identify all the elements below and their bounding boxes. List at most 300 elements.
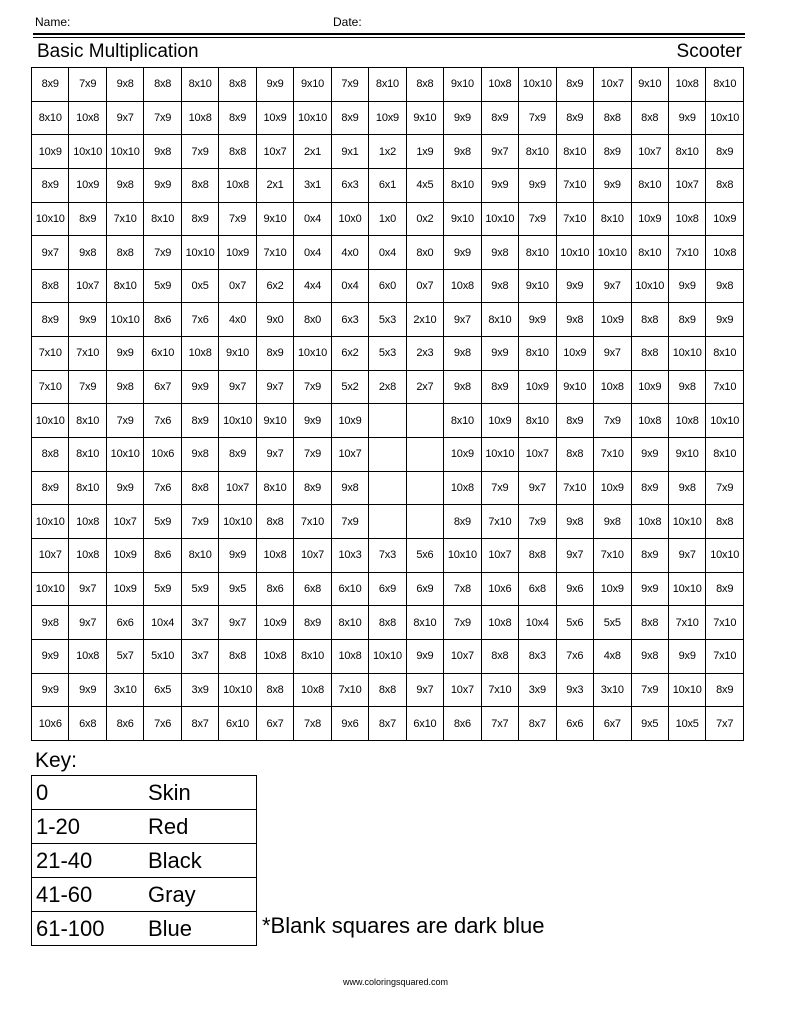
- grid-cell: 9x7: [481, 135, 518, 169]
- grid-cell: 7x3: [369, 538, 406, 572]
- grid-cell: 9x7: [256, 370, 293, 404]
- grid-cell: 6x7: [256, 707, 293, 741]
- grid-cell: 4x0: [331, 236, 368, 270]
- grid-cell: 9x9: [594, 168, 631, 202]
- grid-cell: 9x9: [144, 168, 181, 202]
- grid-cell: 1x9: [406, 135, 443, 169]
- grid-cell: 8x10: [294, 639, 331, 673]
- name-label: Name:: [35, 15, 71, 29]
- grid-cell: 7x10: [556, 168, 593, 202]
- grid-cell: 9x9: [631, 438, 668, 472]
- grid-cell: 9x8: [144, 135, 181, 169]
- grid-cell: 10x9: [594, 572, 631, 606]
- grid-cell: 10x10: [668, 572, 705, 606]
- grid-cell: 10x7: [519, 438, 556, 472]
- grid-cell: 9x7: [32, 236, 69, 270]
- grid-cell: 10x9: [32, 135, 69, 169]
- grid-cell: 6x2: [331, 337, 368, 371]
- grid-row: [32, 639, 744, 673]
- grid-cell: 8x10: [706, 68, 744, 102]
- key-color: Gray: [144, 878, 257, 912]
- grid-cell: 10x8: [481, 68, 518, 102]
- grid-cell: 8x10: [631, 236, 668, 270]
- grid-cell: 6x10: [219, 707, 256, 741]
- grid-cell: 9x9: [706, 303, 744, 337]
- grid-cell: 9x8: [106, 370, 143, 404]
- grid-cell: 8x9: [331, 101, 368, 135]
- grid-cell: 8x9: [444, 505, 481, 539]
- grid-cell: 6x7: [144, 370, 181, 404]
- grid-cell: 10x7: [668, 168, 705, 202]
- grid-cell: 10x10: [369, 639, 406, 673]
- grid-cell: 7x9: [294, 370, 331, 404]
- grid-cell: 10x9: [556, 337, 593, 371]
- grid-cell: 4x4: [294, 269, 331, 303]
- grid-cell: 6x6: [106, 606, 143, 640]
- grid-cell: 9x7: [219, 370, 256, 404]
- grid-cell: 9x8: [556, 505, 593, 539]
- worksheet-title: Basic Multiplication: [37, 41, 199, 62]
- grid-cell: 5x10: [144, 639, 181, 673]
- grid-cell: 10x10: [106, 135, 143, 169]
- grid-cell: 9x8: [181, 438, 218, 472]
- grid-cell: 8x9: [294, 471, 331, 505]
- key-color: Black: [144, 844, 257, 878]
- grid-cell: 10x8: [481, 606, 518, 640]
- grid-cell: 10x10: [481, 438, 518, 472]
- grid-cell: 9x10: [519, 269, 556, 303]
- grid-cell: 10x9: [519, 370, 556, 404]
- grid-cell: 9x9: [219, 538, 256, 572]
- grid-cell: 10x6: [144, 438, 181, 472]
- grid-cell: 9x9: [69, 673, 106, 707]
- grid-cell: 10x8: [631, 404, 668, 438]
- grid-cell: 7x6: [181, 303, 218, 337]
- grid-cell: 10x8: [631, 505, 668, 539]
- grid-cell: 9x8: [668, 471, 705, 505]
- grid-cell: 4x5: [406, 168, 443, 202]
- grid-cell: 10x10: [668, 505, 705, 539]
- grid-cell: 7x10: [32, 370, 69, 404]
- grid-cell: 8x10: [444, 404, 481, 438]
- grid-cell: 8x8: [32, 269, 69, 303]
- grid-cell: 10x7: [444, 673, 481, 707]
- grid-cell: 9x7: [556, 538, 593, 572]
- multiplication-grid: [31, 67, 744, 741]
- grid-cell: 9x10: [668, 438, 705, 472]
- grid-cell-blank: [369, 404, 406, 438]
- grid-cell: 5x9: [144, 572, 181, 606]
- grid-cell-blank: [406, 471, 443, 505]
- grid-cell: 7x9: [106, 404, 143, 438]
- grid-cell: 7x7: [481, 707, 518, 741]
- grid-cell: 6x8: [69, 707, 106, 741]
- grid-cell: 9x8: [444, 337, 481, 371]
- grid-cell: 7x8: [444, 572, 481, 606]
- grid-cell-blank: [406, 438, 443, 472]
- grid-cell: 10x7: [106, 505, 143, 539]
- grid-cell: 3x1: [294, 168, 331, 202]
- grid-cell: 10x9: [594, 303, 631, 337]
- grid-cell: 10x7: [481, 538, 518, 572]
- grid-cell: 9x9: [519, 303, 556, 337]
- grid-cell: 10x8: [444, 269, 481, 303]
- grid-cell: 0x5: [181, 269, 218, 303]
- grid-cell: 7x6: [556, 639, 593, 673]
- grid-cell: 10x10: [481, 202, 518, 236]
- grid-cell: 9x7: [594, 269, 631, 303]
- grid-cell: 7x9: [481, 471, 518, 505]
- grid-cell: 9x9: [294, 404, 331, 438]
- grid-cell: 9x8: [594, 505, 631, 539]
- grid-cell: 8x10: [519, 404, 556, 438]
- grid-cell: 7x10: [594, 438, 631, 472]
- grid-cell: 9x9: [668, 101, 705, 135]
- grid-cell: 10x9: [706, 202, 744, 236]
- grid-cell: 2x1: [256, 168, 293, 202]
- grid-cell: 7x10: [256, 236, 293, 270]
- grid-cell: 10x9: [481, 404, 518, 438]
- grid-cell: 8x9: [631, 471, 668, 505]
- grid-cell: 8x8: [706, 168, 744, 202]
- grid-cell: 6x9: [369, 572, 406, 606]
- grid-cell: 0x4: [331, 269, 368, 303]
- grid-cell: 9x7: [444, 303, 481, 337]
- grid-cell: 10x9: [69, 168, 106, 202]
- grid-cell: 10x10: [219, 404, 256, 438]
- grid-cell: 7x9: [444, 606, 481, 640]
- grid-cell: 7x9: [181, 135, 218, 169]
- grid-cell: 7x8: [294, 707, 331, 741]
- grid-cell: 10x9: [444, 438, 481, 472]
- grid-cell: 0x4: [294, 236, 331, 270]
- grid-cell: 0x2: [406, 202, 443, 236]
- grid-cell: 9x9: [106, 471, 143, 505]
- grid-cell: 8x8: [594, 101, 631, 135]
- grid-cell: 2x10: [406, 303, 443, 337]
- grid-cell: 9x7: [519, 471, 556, 505]
- grid-cell: 2x7: [406, 370, 443, 404]
- grid-cell: 10x10: [219, 505, 256, 539]
- grid-cell: 6x1: [369, 168, 406, 202]
- grid-cell: 9x6: [331, 707, 368, 741]
- grid-cell: 7x9: [706, 471, 744, 505]
- grid-row: [32, 135, 744, 169]
- grid-cell: 10x9: [369, 101, 406, 135]
- grid-cell: 5x2: [331, 370, 368, 404]
- grid-cell: 8x7: [369, 707, 406, 741]
- grid-row: [32, 404, 744, 438]
- grid-cell: 9x9: [444, 236, 481, 270]
- grid-cell: 8x10: [181, 538, 218, 572]
- grid-cell: 10x10: [668, 337, 705, 371]
- grid-cell: 10x10: [32, 202, 69, 236]
- grid-cell: 9x9: [32, 673, 69, 707]
- grid-cell: 7x10: [331, 673, 368, 707]
- grid-cell: 9x9: [668, 269, 705, 303]
- grid-cell: 7x7: [706, 707, 744, 741]
- grid-cell: 7x10: [556, 471, 593, 505]
- grid-cell: 8x9: [481, 370, 518, 404]
- grid-cell: 8x9: [706, 572, 744, 606]
- grid-row: [32, 269, 744, 303]
- grid-cell: 8x10: [481, 303, 518, 337]
- grid-cell: 9x7: [668, 538, 705, 572]
- grid-cell: 9x8: [69, 236, 106, 270]
- grid-cell: 10x0: [331, 202, 368, 236]
- grid-cell: 5x5: [594, 606, 631, 640]
- grid-cell: 10x8: [181, 337, 218, 371]
- grid-cell: 10x8: [69, 505, 106, 539]
- grid-cell: 6x8: [294, 572, 331, 606]
- grid-cell: 7x9: [219, 202, 256, 236]
- grid-cell: 10x6: [32, 707, 69, 741]
- grid-cell: 9x8: [444, 370, 481, 404]
- grid-cell: 2x1: [294, 135, 331, 169]
- grid-cell: 8x8: [481, 639, 518, 673]
- grid-cell: 1x0: [369, 202, 406, 236]
- grid-cell: 10x8: [594, 370, 631, 404]
- grid-cell: 10x7: [331, 438, 368, 472]
- grid-cell: 10x10: [219, 673, 256, 707]
- grid-cell: 7x10: [294, 505, 331, 539]
- grid-cell: 6x0: [369, 269, 406, 303]
- grid-cell: 8x9: [556, 404, 593, 438]
- key-row: [32, 844, 257, 878]
- grid-cell: 10x3: [331, 538, 368, 572]
- grid-cell: 7x9: [519, 101, 556, 135]
- grid-cell: 6x5: [144, 673, 181, 707]
- grid-cell: 3x10: [594, 673, 631, 707]
- grid-cell: 9x8: [106, 68, 143, 102]
- grid-cell: 9x8: [106, 168, 143, 202]
- grid-cell: 8x8: [181, 168, 218, 202]
- grid-cell: 8x9: [219, 101, 256, 135]
- grid-cell: 9x8: [706, 269, 744, 303]
- grid-cell: 10x10: [32, 505, 69, 539]
- grid-cell: 9x7: [219, 606, 256, 640]
- grid-cell: 8x8: [144, 68, 181, 102]
- grid-cell: 8x9: [256, 337, 293, 371]
- grid-cell: 8x10: [594, 202, 631, 236]
- grid-cell: 7x9: [519, 202, 556, 236]
- grid-row: [32, 370, 744, 404]
- grid-cell: 8x10: [181, 68, 218, 102]
- grid-cell: 10x10: [181, 236, 218, 270]
- grid-cell: 10x4: [144, 606, 181, 640]
- grid-cell: 7x10: [106, 202, 143, 236]
- grid-cell: 8x10: [369, 68, 406, 102]
- grid-cell: 5x9: [144, 505, 181, 539]
- grid-cell: 9x9: [444, 101, 481, 135]
- grid-row: [32, 101, 744, 135]
- grid-cell: 10x9: [106, 572, 143, 606]
- grid-cell: 6x3: [331, 303, 368, 337]
- grid-cell: 8x10: [256, 471, 293, 505]
- grid-cell: 8x10: [519, 337, 556, 371]
- grid-cell: 10x8: [181, 101, 218, 135]
- color-key-table: [31, 775, 257, 946]
- grid-cell: 8x10: [69, 438, 106, 472]
- grid-cell: 9x9: [481, 168, 518, 202]
- grid-cell: 9x8: [444, 135, 481, 169]
- grid-cell: 9x7: [256, 438, 293, 472]
- grid-cell: 10x10: [69, 135, 106, 169]
- grid-cell-blank: [406, 505, 443, 539]
- grid-cell: 10x8: [668, 404, 705, 438]
- grid-cell: 10x9: [256, 101, 293, 135]
- grid-cell: 8x10: [331, 606, 368, 640]
- grid-cell: 9x10: [256, 202, 293, 236]
- grid-cell: 7x10: [706, 370, 744, 404]
- grid-cell: 1x2: [369, 135, 406, 169]
- grid-cell: 9x9: [181, 370, 218, 404]
- grid-row: [32, 438, 744, 472]
- key-row: [32, 776, 257, 810]
- grid-cell: 10x7: [631, 135, 668, 169]
- grid-cell: 8x8: [631, 101, 668, 135]
- grid-cell: 9x9: [106, 337, 143, 371]
- grid-cell: 7x10: [594, 538, 631, 572]
- grid-cell: 8x9: [594, 135, 631, 169]
- grid-cell: 9x9: [481, 337, 518, 371]
- key-range: 1-20: [32, 810, 145, 844]
- grid-cell: 10x8: [256, 639, 293, 673]
- grid-cell: 9x10: [256, 404, 293, 438]
- grid-cell: 9x7: [69, 606, 106, 640]
- grid-cell: 9x9: [556, 269, 593, 303]
- grid-cell: 10x7: [294, 538, 331, 572]
- grid-cell: 8x8: [219, 68, 256, 102]
- grid-cell: 10x10: [594, 236, 631, 270]
- grid-cell: 8x6: [106, 707, 143, 741]
- grid-cell: 8x9: [706, 135, 744, 169]
- grid-cell: 8x9: [294, 606, 331, 640]
- grid-cell: 8x6: [256, 572, 293, 606]
- grid-cell: 0x4: [294, 202, 331, 236]
- grid-cell: 8x10: [144, 202, 181, 236]
- grid-cell: 10x10: [519, 68, 556, 102]
- grid-cell: 7x9: [631, 673, 668, 707]
- grid-cell: 7x10: [668, 236, 705, 270]
- grid-cell: 8x8: [556, 438, 593, 472]
- grid-cell: 0x4: [369, 236, 406, 270]
- grid-cell: 10x7: [219, 471, 256, 505]
- grid-cell: 9x1: [331, 135, 368, 169]
- grid-cell: 9x10: [219, 337, 256, 371]
- grid-cell: 8x9: [32, 168, 69, 202]
- grid-cell: 10x8: [331, 639, 368, 673]
- footer-url: www.coloringsquared.com: [342, 977, 449, 987]
- grid-cell: 10x7: [594, 68, 631, 102]
- grid-cell: 8x3: [519, 639, 556, 673]
- grid-cell: 8x9: [668, 303, 705, 337]
- grid-cell: 5x3: [369, 337, 406, 371]
- grid-cell: 8x8: [181, 471, 218, 505]
- grid-cell: 8x9: [631, 538, 668, 572]
- grid-cell: 6x3: [331, 168, 368, 202]
- key-color: Red: [144, 810, 257, 844]
- grid-cell: 8x10: [69, 404, 106, 438]
- grid-cell: 8x10: [668, 135, 705, 169]
- grid-cell: 0x7: [219, 269, 256, 303]
- grid-cell: 6x8: [519, 572, 556, 606]
- grid-cell: 9x8: [331, 471, 368, 505]
- grid-cell: 6x6: [556, 707, 593, 741]
- grid-row: [32, 68, 744, 102]
- grid-row: [32, 303, 744, 337]
- grid-cell: 8x9: [32, 471, 69, 505]
- grid-cell: 5x9: [144, 269, 181, 303]
- grid-cell: 7x10: [481, 505, 518, 539]
- grid-cell: 3x7: [181, 639, 218, 673]
- grid-cell: 10x7: [32, 538, 69, 572]
- grid-cell: 8x10: [519, 236, 556, 270]
- grid-cell: 9x8: [481, 269, 518, 303]
- grid-cell: 10x9: [331, 404, 368, 438]
- grid-cell: 4x8: [594, 639, 631, 673]
- grid-cell: 10x10: [444, 538, 481, 572]
- grid-cell: 8x8: [32, 438, 69, 472]
- grid-cell: 8x8: [631, 606, 668, 640]
- grid-cell: 7x9: [181, 505, 218, 539]
- grid-cell: 10x10: [556, 236, 593, 270]
- grid-cell: 3x10: [106, 673, 143, 707]
- key-range: 21-40: [32, 844, 145, 878]
- grid-cell: 7x9: [331, 505, 368, 539]
- grid-cell: 9x5: [631, 707, 668, 741]
- grid-cell-blank: [369, 471, 406, 505]
- grid-cell: 8x10: [32, 101, 69, 135]
- grid-cell: 7x10: [481, 673, 518, 707]
- grid-cell: 5x3: [369, 303, 406, 337]
- grid-row: [32, 538, 744, 572]
- grid-cell: 8x9: [181, 404, 218, 438]
- grid-cell: 10x7: [256, 135, 293, 169]
- grid-cell: 10x8: [69, 639, 106, 673]
- grid-cell: 7x6: [144, 707, 181, 741]
- grid-row: [32, 707, 744, 741]
- key-color: Blue: [144, 912, 257, 946]
- grid-cell: 5x7: [106, 639, 143, 673]
- grid-cell: 7x9: [294, 438, 331, 472]
- grid-cell: 6x10: [144, 337, 181, 371]
- grid-row: [32, 337, 744, 371]
- grid-cell-blank: [406, 404, 443, 438]
- grid-cell: 10x7: [69, 269, 106, 303]
- grid-cell: 7x9: [69, 68, 106, 102]
- grid-cell: 10x8: [219, 168, 256, 202]
- grid-cell: 9x9: [519, 168, 556, 202]
- grid-cell: 10x10: [631, 269, 668, 303]
- grid-cell: 7x10: [706, 606, 744, 640]
- grid-cell: 9x9: [32, 639, 69, 673]
- grid-cell: 10x8: [668, 68, 705, 102]
- grid-cell: 10x4: [519, 606, 556, 640]
- grid-cell: 10x10: [294, 101, 331, 135]
- grid-cell: 7x6: [144, 471, 181, 505]
- key-title: Key:: [35, 749, 78, 772]
- grid-cell: 3x9: [181, 673, 218, 707]
- blank-squares-note: *Blank squares are dark blue: [262, 913, 545, 938]
- grid-cell: 8x8: [706, 505, 744, 539]
- grid-row: [32, 236, 744, 270]
- grid-cell: 9x3: [556, 673, 593, 707]
- grid-cell: 9x9: [406, 639, 443, 673]
- grid-cell: 8x7: [519, 707, 556, 741]
- grid-cell: 3x7: [181, 606, 218, 640]
- grid-cell: 9x7: [594, 337, 631, 371]
